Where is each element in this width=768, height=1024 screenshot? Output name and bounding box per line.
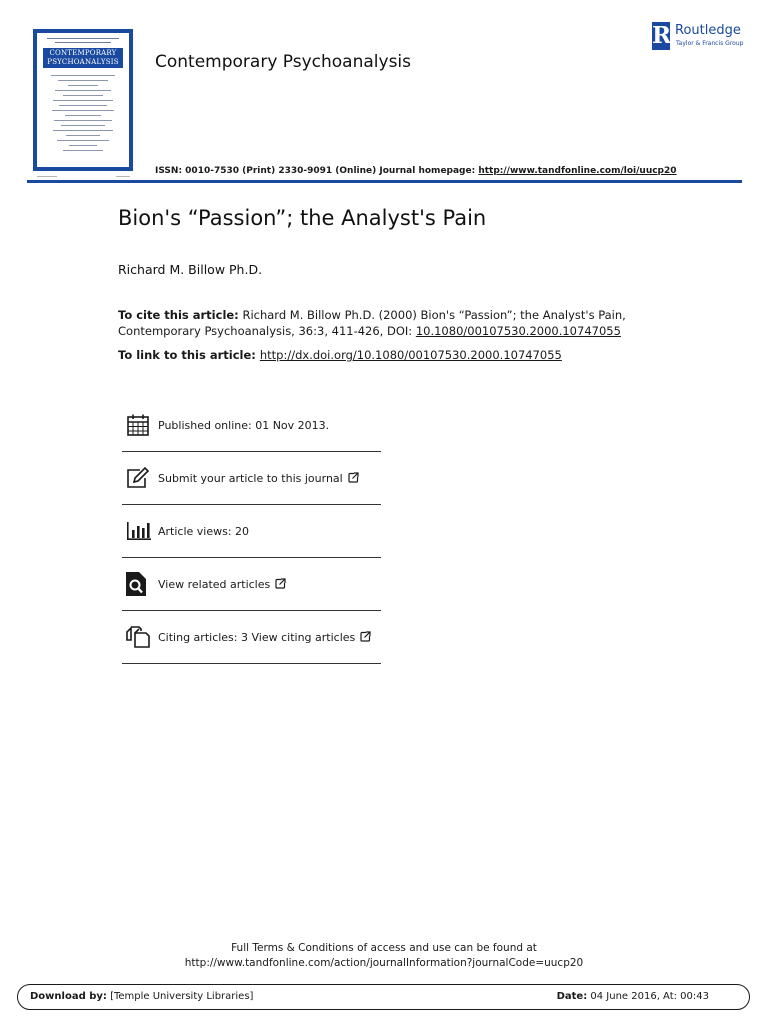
submit-article-row[interactable]: [122, 452, 381, 505]
view-related-articles-link[interactable]: View related articles: [158, 577, 271, 591]
external-link-icon: [275, 578, 286, 589]
external-link-icon: [360, 631, 371, 642]
link-label: To link to this article:: [118, 348, 260, 362]
article-title: Bion's “Passion”; the Analyst's Pain: [118, 206, 487, 230]
journal-title: Contemporary Psychoanalysis: [155, 52, 412, 72]
cite-label: To cite this article:: [118, 308, 239, 322]
article-link-line: [118, 348, 562, 362]
download-by: Download by: [Temple University Libraries]: [30, 991, 254, 1002]
routledge-logo-icon: R: [652, 22, 672, 49]
citation-block: To cite this article: Richard M. Billow Ph.D. (2000) Bion's “Passion”; the Analyst's Pain, Contemporary Psychoanalysis, 36:3, 411-426, DOI: 10.1080/00107530.2000.10747055: [118, 308, 626, 338]
publisher-subtitle: Taylor & Francis Group: [676, 40, 744, 47]
external-link-icon: [348, 472, 359, 483]
article-views-text: Article views: 20: [158, 524, 250, 538]
download-info-bar: [17, 984, 750, 1010]
terms-line-1: Full Terms & Conditions of access and use can be found at: [231, 942, 537, 954]
publisher-logo: [652, 22, 752, 52]
terms-conditions: [0, 941, 768, 971]
cover-title: CONTEMPORARY PSYCHOANALYSIS: [43, 48, 123, 68]
issn-line: ISSN: 0010-7530 (Print) 2330-9091 (Online) Journal homepage: http://www.tandfonline.com/loi/uucp20: [155, 166, 677, 176]
submit-article-link[interactable]: Submit your article to this journal: [158, 471, 343, 485]
article-info-list: [122, 399, 381, 664]
search-document-icon: [122, 572, 158, 596]
download-date: Date: 04 June 2016, At: 00:43: [556, 991, 709, 1002]
article-views-row: [122, 505, 381, 558]
bar-chart-icon: [122, 521, 158, 541]
citing-documents-icon: [122, 625, 158, 649]
published-online-row: [122, 399, 381, 452]
published-online-text: Published online: 01 Nov 2013.: [158, 418, 330, 432]
header-divider: [27, 180, 742, 183]
article-url-link[interactable]: http://dx.doi.org/10.1080/00107530.2000.10747055: [259, 348, 562, 362]
doi-link[interactable]: 10.1080/00107530.2000.10747055: [415, 324, 621, 338]
terms-url[interactable]: http://www.tandfonline.com/action/journalInformation?journalCode=uucp20: [184, 957, 584, 969]
journal-cover-image: [33, 29, 133, 171]
article-author: Richard M. Billow Ph.D.: [118, 262, 263, 277]
related-articles-row[interactable]: [122, 558, 381, 611]
citing-articles-row[interactable]: [122, 611, 381, 664]
publisher-name: Routledge: [675, 23, 741, 38]
edit-icon: [122, 467, 158, 489]
calendar-icon: [122, 413, 158, 437]
journal-homepage-link[interactable]: http://www.tandfonline.com/loi/uucp20: [478, 166, 677, 176]
view-citing-articles-link[interactable]: Citing articles: 3 View citing articles: [158, 630, 356, 644]
